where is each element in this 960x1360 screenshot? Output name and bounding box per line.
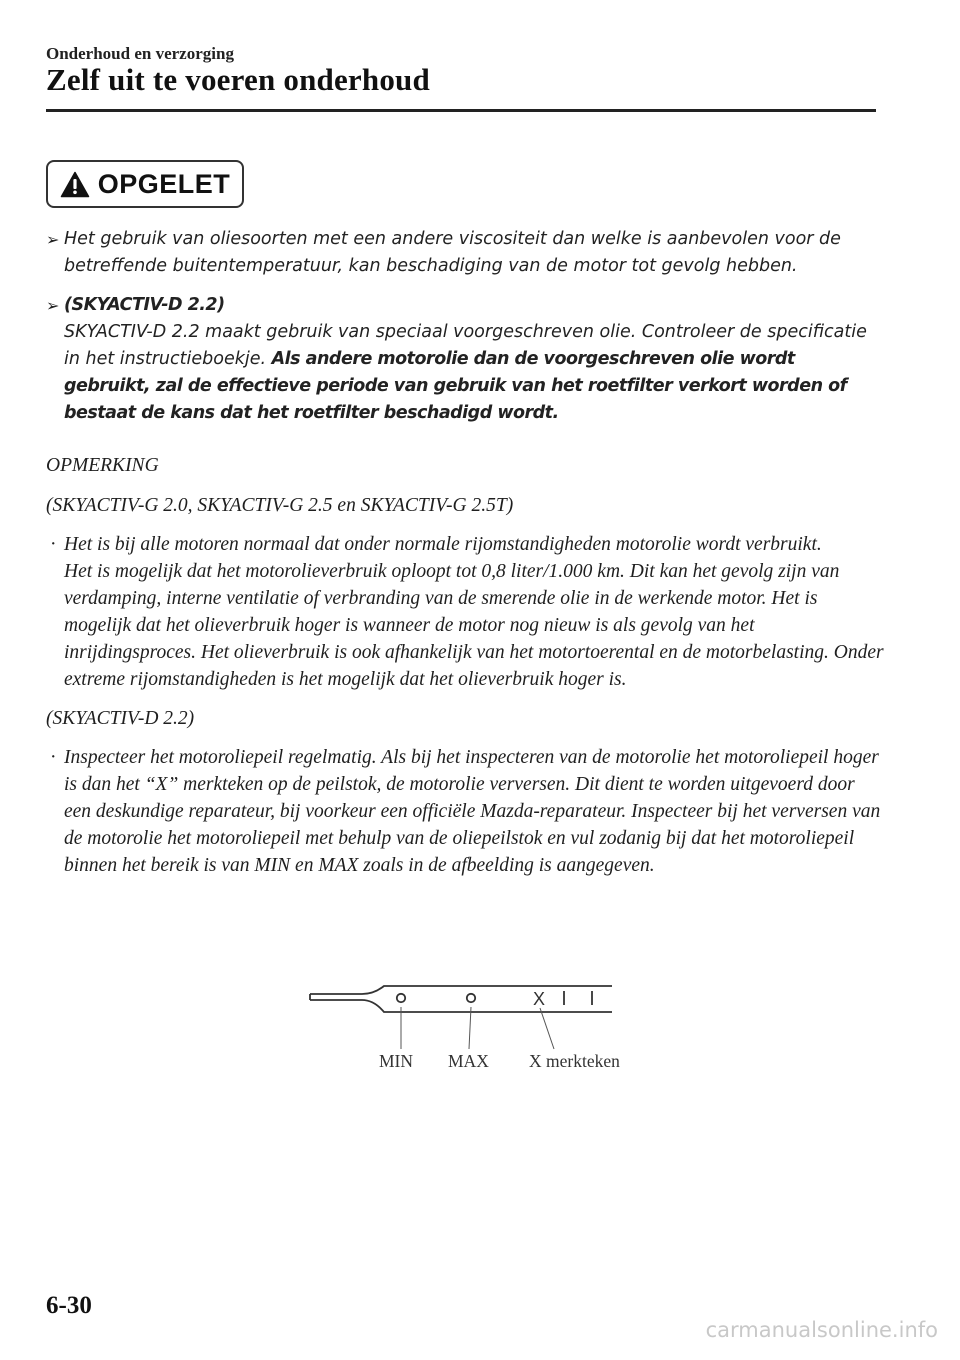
caution-label: OPGELET [97,168,231,199]
dot-bullet-icon: · [50,534,57,555]
caution-text: SKYACTIV-D 2.2 maakt gebruik van speciaal voorgeschreven olie. Controleer de specificatie in het instructieboekje. [64,322,867,369]
note-paragraph: Het is bij alle motoren normaal dat onder normale rijomstandigheden motorolie wordt verbruikt. [64,534,822,555]
caution-item [46,226,886,280]
note-item [46,531,886,693]
max-label: MAX [448,1051,489,1071]
note-subheading: (SKYACTIV-D 2.2) [46,708,195,729]
warning-triangle-icon [60,171,90,198]
note-item [46,744,886,879]
note-subheading: (SKYACTIV-G 2.0, SKYACTIV-G 2.5 en SKYACTIV-G 2.5T) [46,495,514,516]
caution-text: Het gebruik van oliesoorten met een andere viscositeit dan welke is aanbevolen voor de betreffende buitentemperatuur, kan beschadiging van de motor tot gevolg hebben. [64,229,841,276]
section-label: Onderhoud en verzorging [46,44,234,63]
note-paragraph: Inspecteer het motoroliepeil regelmatig. Als bij het inspecteren van de motorolie het motoroliepeil hoger is dan het “X” merkteken op de peilstok, de motorolie verversen. Dit dient te worden uitgevoerd door een deskundige reparateur, bij voorkeur een officiële Mazda-reparateur. Inspecteer bij het verversen van de motorolie het motoroliepeil met behulp van de oliepeilstok en vul zodanig bij dat het motoroliepeil binnen het bereik is van MIN en MAX zoals in de afbeelding is aangegeven. [64,747,881,876]
page-number: 6-30 [46,1292,92,1319]
notes-section [46,452,886,891]
caution-list [46,226,886,439]
x-mark-label: X merkteken [529,1051,620,1071]
arrow-bullet-icon: ➢ [46,296,60,315]
dipstick-diagram [300,975,640,1085]
note-paragraph: Het is mogelijk dat het motorolieverbruik oploopt tot 0,8 liter/1.000 km. Dit kan het gevolg zijn van verdamping, interne ventilatie of verbranding van de smerende olie in de werkende motor. Het is mogelijk dat het olieverbruik hoger is wanneer de motor nog nieuw is als gevolg van het inrijdingsproces. Het olieverbruik is ook afhankelijk van het motortoerental en de motorbelasting. Onder extreme rijomstandigheden is het mogelijk dat het olieverbruik hoger is. [64,561,884,690]
caution-bold-text: Als andere motorolie dan de voorgeschreven olie wordt gebruikt, zal de effectieve periode van gebruik van het roetfilter verkort worden of bestaat de kans dat het roetfilter beschadigd wordt. [64,349,847,423]
x-mark-glyph: X [533,989,546,1009]
min-label: MIN [379,1051,414,1071]
dot-bullet-icon: · [50,747,57,768]
page-title: Zelf uit te voeren onderhoud [46,62,430,97]
arrow-bullet-icon: ➢ [46,230,60,249]
title-rule [46,109,876,112]
caution-item [46,292,886,427]
dipstick-illustration [300,975,640,1055]
watermark: carmanualsonline.info [705,1318,938,1342]
caution-box [46,160,244,208]
note-heading: OPMERKING [46,455,159,476]
caution-body [64,319,886,427]
caution-heading: (SKYACTIV-D 2.2) [64,295,225,315]
